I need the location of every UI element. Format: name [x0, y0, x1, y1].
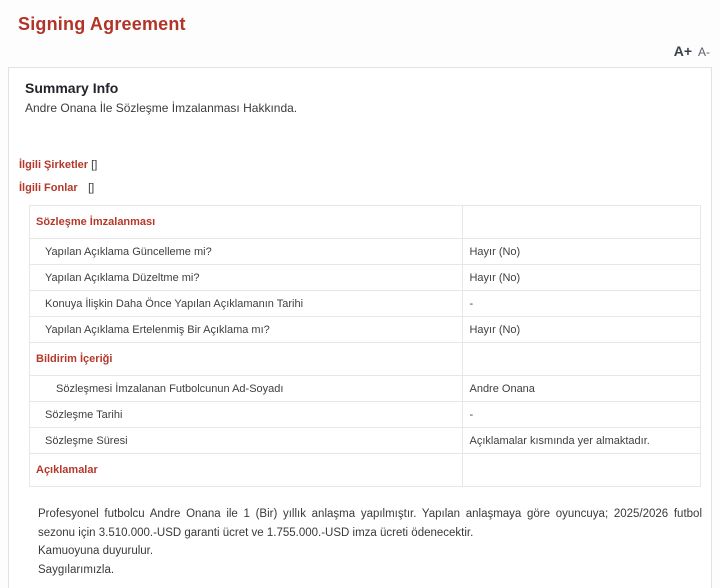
- table-row-label: Yapılan Açıklama Düzeltme mi?: [30, 265, 463, 290]
- disclosure-paragraph: Saygılarımızla.: [38, 563, 115, 576]
- table-row-value: -: [469, 297, 474, 310]
- table-row-value: Hayır (No): [469, 271, 521, 284]
- table-row: [30, 291, 700, 317]
- disclosure-card: [8, 67, 712, 588]
- table-row: [30, 343, 700, 376]
- related-funds-value: []: [88, 182, 95, 194]
- page-header: [0, 0, 720, 35]
- table-row-value: -: [469, 408, 474, 421]
- summary-table: [29, 205, 701, 487]
- table-row-value: Andre Onana: [469, 382, 535, 395]
- font-decrease-button[interactable]: A-: [698, 45, 710, 59]
- table-row-value: Hayır (No): [469, 323, 521, 336]
- summary-info-heading: Summary Info: [25, 80, 119, 96]
- table-row-label: Yapılan Açıklama Ertelenmiş Bir Açıklama mı?: [30, 317, 463, 342]
- table-row: [30, 265, 700, 291]
- summary-info-subtitle: Andre Onana İle Sözleşme İmzalanması Hakkında.: [25, 101, 298, 115]
- table-row-value: Hayır (No): [469, 245, 521, 258]
- table-row: [30, 317, 700, 343]
- table-row: [30, 239, 700, 265]
- table-row: [30, 206, 700, 239]
- font-increase-button[interactable]: A+: [673, 43, 692, 59]
- table-section-label: Bildirim İçeriği: [30, 343, 463, 375]
- table-row-label: Sözleşmesi İmzalanan Futbolcunun Ad-Soyadı: [30, 376, 463, 401]
- table-section-label: Sözleşme İmzalanması: [30, 206, 463, 238]
- table-row: [30, 454, 700, 487]
- table-row-label: Yapılan Açıklama Güncelleme mi?: [30, 239, 463, 264]
- table-row-label: Sözleşme Süresi: [30, 428, 463, 453]
- font-size-controls: [0, 35, 720, 61]
- disclosure-paragraph: Profesyonel futbolcu Andre Onana ile 1 (Bir) yıllık anlaşma yapılmıştır. Yapılan anlaşmaya göre oyuncuya; 2025/2026 futbol sezonu için 3.510.000.-USD garanti ücret ve 1.755.000.-USD imza ücreti ödenecektir.: [38, 508, 702, 539]
- table-row: [30, 376, 700, 402]
- related-companies-label: İlgili Şirketler: [19, 159, 89, 171]
- disclosure-text-block: [38, 505, 702, 580]
- table-row-value: Açıklamalar kısmında yer almaktadır.: [469, 434, 650, 447]
- related-funds-label: İlgili Fonlar: [19, 182, 78, 194]
- page-title: Signing Agreement: [18, 14, 186, 34]
- disclosure-paragraph: Kamuoyuna duyurulur.: [38, 545, 154, 558]
- table-row-label: Sözleşme Tarihi: [30, 402, 463, 427]
- related-companies-value: []: [91, 159, 98, 171]
- related-funds-row: [19, 182, 701, 194]
- related-companies-row: [19, 159, 701, 171]
- table-section-label: Açıklamalar: [30, 454, 463, 486]
- table-row-label: Konuya İlişkin Daha Önce Yapılan Açıklamanın Tarihi: [30, 291, 463, 316]
- table-row: [30, 402, 700, 428]
- related-entities-block: [19, 159, 701, 194]
- summary-info-section: [25, 80, 701, 115]
- table-row: [30, 428, 700, 454]
